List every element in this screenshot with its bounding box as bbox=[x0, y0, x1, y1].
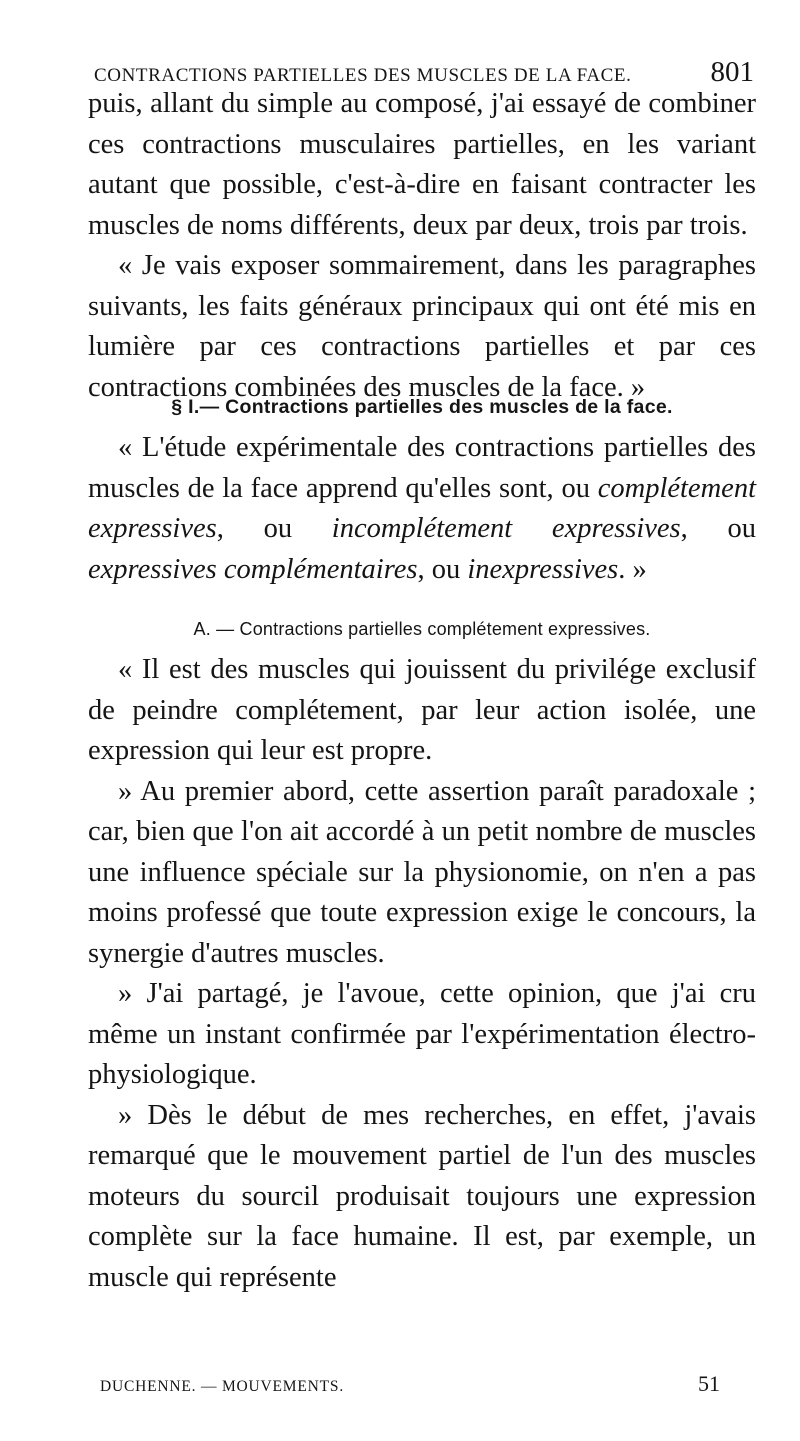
section-heading: § I.— Contractions partielles des muscles de la face. bbox=[171, 396, 673, 418]
paragraph: » Dès le début de mes recherches, en effet, j'avais remarqué que le mouvement partiel de l'un des muscles moteurs du sourcil produisait toujours une expression complète sur la face humaine. Il est, par exemple, un muscle qui représente bbox=[88, 1099, 756, 1293]
emphasis-text: expressives complémentaires bbox=[88, 553, 418, 585]
text-block-top bbox=[88, 84, 756, 408]
paragraph: « Il est des muscles qui jouissent du privilége exclusif de peindre complétement, par leur action isolée, une expression qui leur est propre. bbox=[88, 654, 756, 766]
footer-signature: DUCHENNE. — MOUVEMENTS. bbox=[100, 1378, 345, 1395]
text-run: , ou bbox=[417, 553, 468, 585]
text-run: . » bbox=[618, 553, 647, 585]
page-number: 801 bbox=[710, 56, 754, 88]
paragraph: puis, allant du simple au composé, j'ai essayé de combiner ces contractions musculaires partielles, en les variant autant que possible, c'est-à-dire en faisant contracter les muscles de noms différents, deux par deux, trois par trois. bbox=[88, 88, 756, 241]
running-title: CONTRACTIONS PARTIELLES DES MUSCLES DE LA FACE. bbox=[94, 65, 632, 86]
paragraph: » Au premier abord, cette assertion paraît paradoxale ; car, bien que l'on ait accordé à un petit nombre de muscles une influence spéciale sur la physionomie, on n'en a pas moins professé que toute expression exige le concours, la synergie d'autres muscles. bbox=[88, 775, 756, 969]
paragraph: « Je vais exposer sommairement, dans les paragraphes suivants, les faits généraux principaux qui ont été mis en lumière par ces contractions partielles et par ces contractions combinées des muscles de la face. » bbox=[88, 250, 756, 403]
text-run: , ou bbox=[216, 513, 332, 544]
page-footer bbox=[100, 1371, 720, 1397]
text-block-intro bbox=[88, 428, 756, 590]
emphasis-text: incomplétement expressives bbox=[331, 513, 681, 544]
intro-paragraph bbox=[88, 428, 756, 590]
signature-number: 51 bbox=[698, 1371, 720, 1396]
text-run: , ou bbox=[680, 513, 756, 544]
emphasis-text: inexpressives bbox=[467, 553, 619, 585]
paragraph: » J'ai partagé, je l'avoue, cette opinion, que j'ai cru même un instant confirmée par l'expérimentation électro-physiologique. bbox=[88, 978, 756, 1090]
text-run: « L'étude expérimentale des contractions partielles des muscles de la face apprend qu'elles sont, ou bbox=[88, 432, 756, 504]
subsection-heading: A. — Contractions partielles complétement expressives. bbox=[193, 619, 651, 639]
emphasis-text: complétement expressives bbox=[88, 472, 756, 544]
running-header bbox=[94, 58, 754, 87]
text-block-bottom bbox=[88, 650, 756, 1298]
